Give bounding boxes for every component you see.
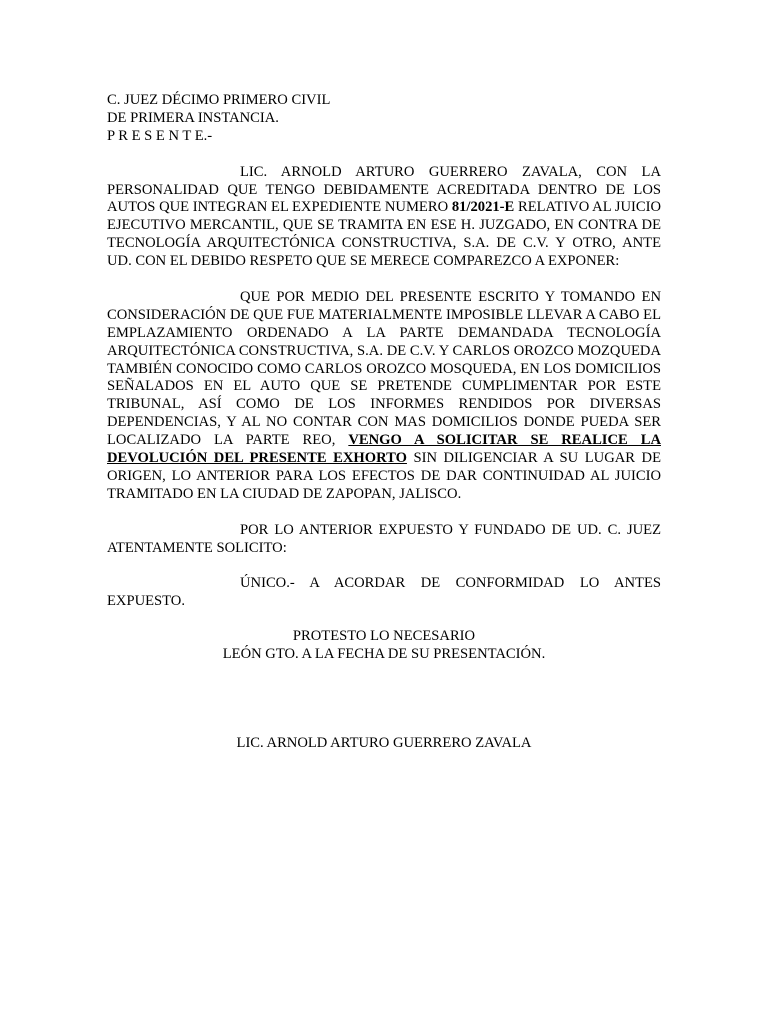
- closing-place-date: LEÓN GTO. A LA FECHA DE SU PRESENTACIÓN.: [222, 646, 546, 663]
- request-emphasis: VENGO A SOLICITAR SE REALICE LA DEVOLUCIÓN DEL PRESENTE EXHORTO: [107, 432, 661, 467]
- addressee-presente: P R E S E N T E.-: [107, 127, 213, 144]
- signature-name: LIC. ARNOLD ARTURO GUERRERO ZAVALA: [236, 735, 532, 752]
- paragraph-request-text-a: QUE POR MEDIO DEL PRESENTE ESCRITO Y TOMANDO EN CONSIDERACIÓN DE QUE FUE MATERIALMENTE IMPOSIBLE LLEVAR A CABO EL EMPLAZAMIENTO ORDENADO A LA PARTE DEMANDADA TECNOLOGÍA ARQUITECTÓNICA CONSTRUCTIVA, S.A. DE C.V. Y CARLOS OROZCO MOZQUEDA TAMBIÉN CONOCIDO COMO CARLOS OROZCO MOSQUEDA, EN LOS DOMICILIOS SEÑALADOS EN EL AUTO QUE SE PRETENDE CUMPLIMENTAR POR ESTE TRIBUNAL, ASÍ COMO DE LOS INFORMES RENDIDOS POR DIVERSAS DEPENDENCIAS, Y AL NO CONTAR CON MAS DOMICILIOS DONDE PUEDA SER LOCALIZADO LA PARTE REO,: [107, 288, 661, 449]
- closing-block: [107, 628, 661, 664]
- paragraph-request: [107, 289, 661, 504]
- case-number: 81/2021-E: [451, 199, 515, 216]
- paragraph-appearance-text-a: LIC. ARNOLD ARTURO GUERRERO ZAVALA, CON LA PERSONALIDAD QUE TENGO DEBIDAMENTE ACREDITADA DENTRO DE LOS AUTOS QUE INTEGRAN EL EXPEDIENTE NUMERO: [107, 163, 661, 216]
- paragraph-appearance-text-b: RELATIVO AL JUICIO EJECUTIVO MERCANTIL, QUE SE TRAMITA EN ESE H. JUZGADO, EN CONTRA DE TECNOLOGÍA ARQUITECTÓNICA CONSTRUCTIVA, S.A. DE C.V. Y OTRO, ANTE UD. CON EL DEBIDO RESPETO QUE SE MERECE COMPAREZCO A EXPONER:: [107, 199, 661, 270]
- paragraph-unico: ÚNICO.- A ACORDAR DE CONFORMIDAD LO ANTES EXPUESTO.: [107, 575, 661, 610]
- addressee-instance: DE PRIMERA INSTANCIA.: [107, 109, 279, 126]
- paragraph-appearance: [107, 164, 661, 271]
- addressee-judge: C. JUEZ DÉCIMO PRIMERO CIVIL: [107, 92, 331, 108]
- paragraph-solicit: POR LO ANTERIOR EXPUESTO Y FUNDADO DE UD. C. JUEZ ATENTAMENTE SOLICITO:: [107, 521, 661, 556]
- document-page: [107, 92, 661, 753]
- closing-protesto: PROTESTO LO NECESARIO: [292, 628, 476, 645]
- addressee-block: [107, 92, 661, 146]
- paragraph-request-text-b: SIN DILIGENCIAR A SU LUGAR DE ORIGEN, LO ANTERIOR PARA LOS EFECTOS DE DAR CONTINUIDAD AL JUICIO TRAMITADO EN LA CIUDAD DE ZAPOPAN, JALISCO.: [107, 450, 661, 502]
